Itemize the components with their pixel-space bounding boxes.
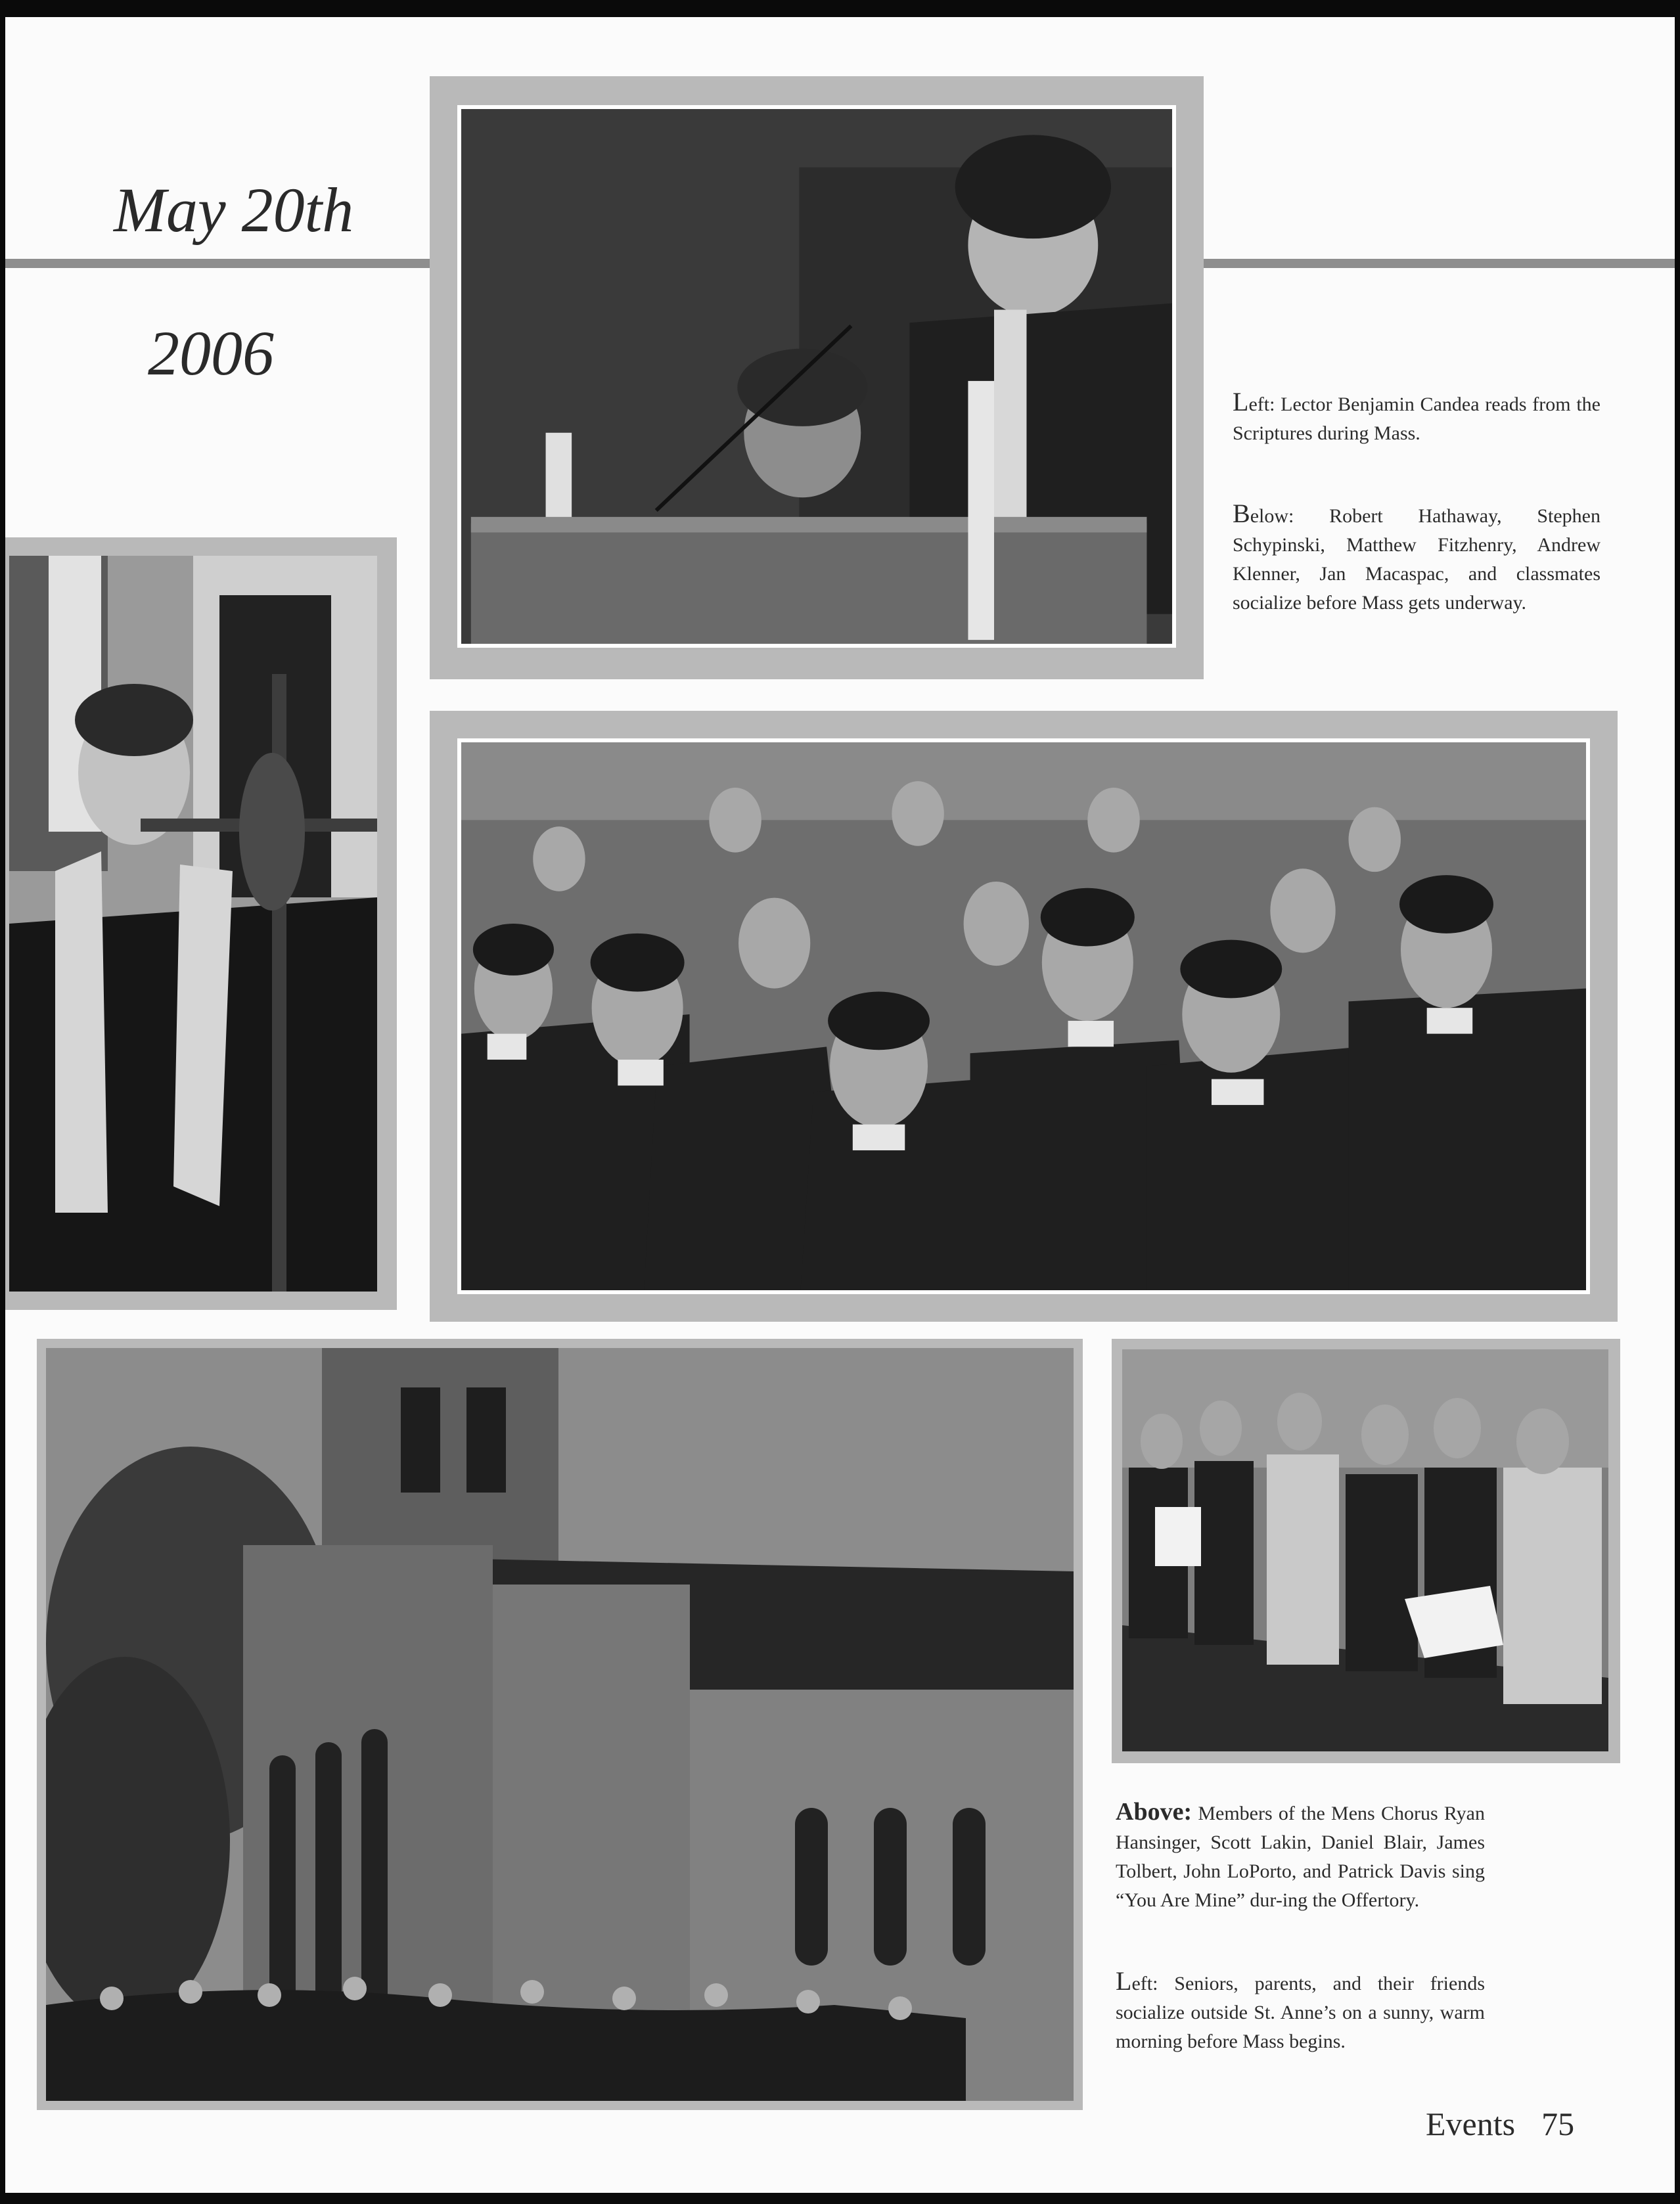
caption-lector-text: eft: Lector Benjamin Candea reads from the Scriptures during Mass. xyxy=(1233,394,1601,444)
caption-church-dropcap: L xyxy=(1116,1966,1132,1996)
caption-chorus-text: Members of the Mens Chorus Ryan Hansinger, Scott Lakin, Daniel Blair, James Tolbert, John LoPorto, and Patrick Davis sing “You Are Mine” dur-ing the Offertory. xyxy=(1116,1803,1485,1911)
photo-frame-classmates xyxy=(430,711,1618,1322)
caption-chorus-lead: Above: xyxy=(1116,1798,1192,1826)
caption-lector xyxy=(1233,388,1601,448)
caption-church xyxy=(1116,1967,1485,2056)
header-rule-right xyxy=(1202,259,1675,268)
photo-church-exterior xyxy=(46,1348,1074,2101)
photo-frame-lector xyxy=(430,76,1204,679)
page-folio xyxy=(1426,2105,1574,2143)
photo-frame-church xyxy=(37,1339,1083,2110)
header-rule-left xyxy=(5,259,430,268)
caption-lector-dropcap: L xyxy=(1233,387,1249,416)
caption-church-text: eft: Seniors, parents, and their friends socialize outside St. Anne’s on a sunny, warm morning before Mass begins. xyxy=(1116,1973,1485,2052)
yearbook-page xyxy=(5,17,1675,2193)
folio-section: Events xyxy=(1426,2105,1516,2142)
date-heading-line1: May 20th xyxy=(114,175,354,245)
photo-mens-chorus xyxy=(1122,1349,1608,1751)
folio-page-number: 75 xyxy=(1541,2105,1575,2142)
photo-classmates-socializing xyxy=(457,738,1590,1294)
caption-classmates xyxy=(1233,499,1601,618)
photo-frame-chorus xyxy=(1112,1339,1620,1763)
caption-chorus xyxy=(1116,1797,1485,1915)
date-heading-line2: 2006 xyxy=(148,318,274,388)
photo-student-cross xyxy=(9,556,377,1292)
caption-classmates-dropcap: B xyxy=(1233,499,1250,528)
caption-classmates-text: elow: Robert Hathaway, Stephen Schypinski, Matthew Fitzhenry, Andrew Klenner, Jan Macaspac, and classmates socialize before Mass gets underway. xyxy=(1233,505,1601,614)
photo-lector-reading xyxy=(457,105,1176,648)
photo-frame-cross xyxy=(5,537,397,1310)
